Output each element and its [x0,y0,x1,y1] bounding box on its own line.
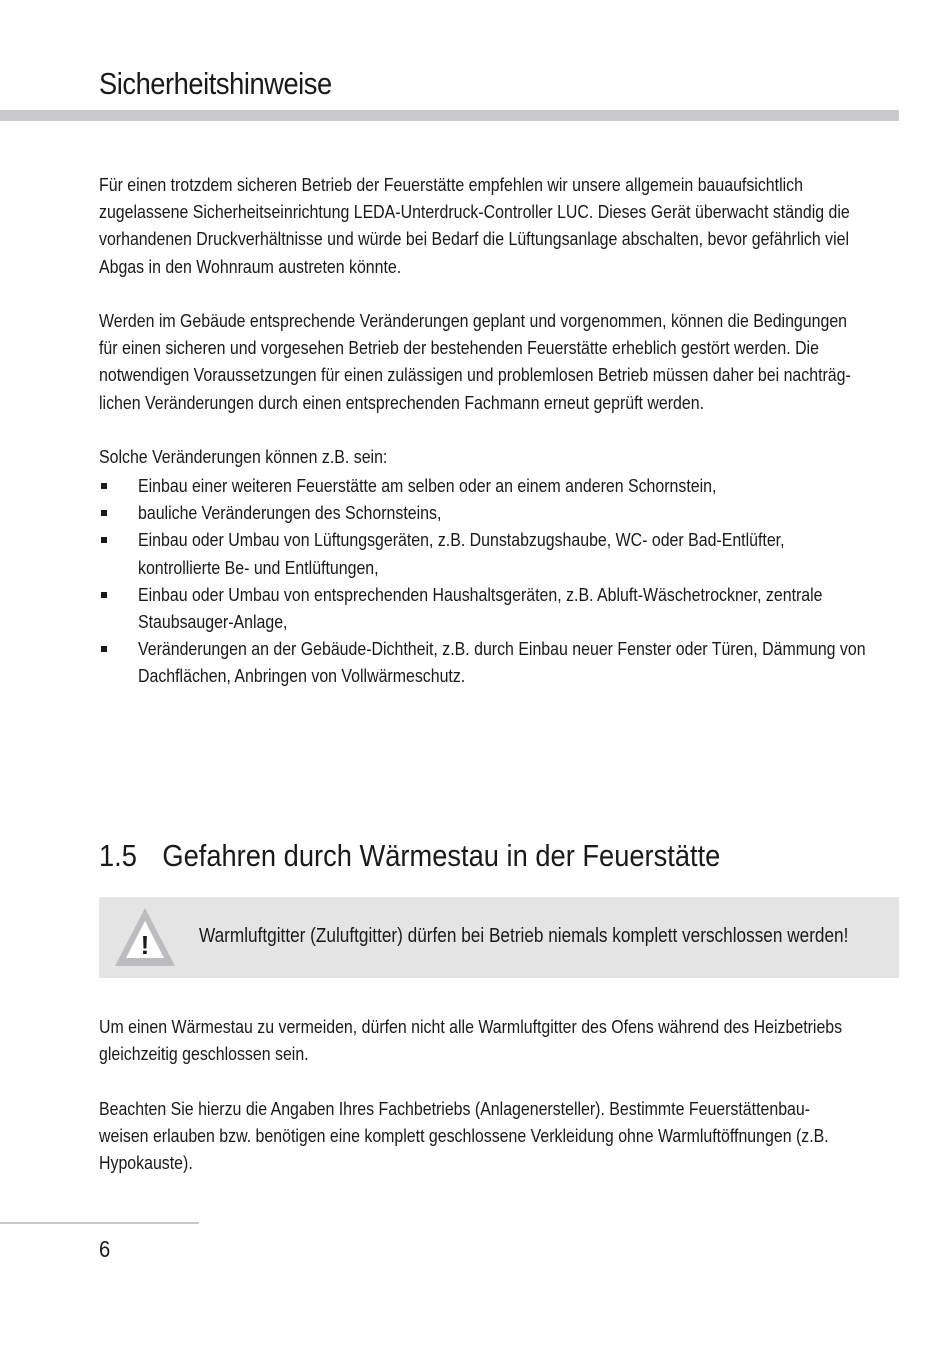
bullet-square-icon [101,483,107,489]
list-item-line: Einbau oder Umbau von entsprechenden Haushaltsgeräten, z.B. Abluft-Wäschetrockner, zentrale [138,583,823,605]
list-item [99,581,950,635]
list-item [99,472,950,499]
header-divider [0,110,899,121]
paragraph-line: Für einen trotzdem sicheren Betrieb der Feuerstätte empfehlen wir unsere allgemein bauaufsichtlich [99,174,803,195]
paragraph-line: Abgas in den Wohnraum austreten könnte. [99,255,402,277]
list-item-line: kontrollierte Be- und Entlüftungen, [138,556,379,578]
paragraph-installer-notes [99,1095,883,1177]
paragraph-line: gleichzeitig geschlossen sein. [99,1043,309,1065]
list-item [99,499,950,526]
paragraph-luc [99,171,883,280]
bullet-square-icon [101,646,107,652]
warning-triangle-icon [113,906,177,968]
bullet-square-icon [101,510,107,516]
list-item-text [138,499,926,526]
list-item-line: Staubsauger-Anlage, [138,611,288,633]
list-item-text [138,581,926,635]
paragraph-line: lichen Veränderungen durch einen entsprechenden Fachmann erneut geprüft werden. [99,391,705,413]
list-item-line: bauliche Veränderungen des Schornsteins, [138,502,442,524]
section-title: Gefahren durch Wärmestau in der Feuerstätte [162,838,721,873]
list-item-text [138,526,926,580]
paragraph-line: für einen sicheren und vorgesehen Betrieb der bestehenden Feuerstätte erheblich gestört werden. Die [99,337,819,359]
section-number: 1.5 [99,838,137,873]
paragraph-line: weisen erlauben bzw. benötigen eine komplett geschlossene Verkleidung ohne Warmluftöffnungen (z.B. [99,1125,829,1147]
list-item [99,635,950,689]
list-item-text [138,472,926,499]
paragraph-line: Werden im Gebäude entsprechende Veränderungen geplant und vorgenommen, können die Bedingungen [99,310,848,331]
warning-box [99,897,899,978]
list-item-text [138,635,926,689]
paragraph-line: zugelassene Sicherheitseinrichtung LEDA-Unterdruck-Controller LUC. Dieses Gerät überwacht ständig die [99,201,850,223]
paragraph-line: notwendigen Voraussetzungen für einen zulässigen und problemlosen Betrieb müssen daher bei nachträg- [99,364,851,386]
page-number: 6 [99,1236,111,1262]
list-item-line: Dachflächen, Anbringen von Vollwärmeschutz. [138,665,466,687]
warning-exclamation-glyph: ! [140,930,150,960]
bullet-list [99,472,950,690]
warning-text: Warmluftgitter (Zuluftgitter) dürfen bei Betrieb niemals komplett verschlossen werden! [199,925,849,947]
list-item-line: Einbau einer weiteren Feuerstätte am selben oder an einem anderen Schornstein, [138,475,717,496]
bullet-square-icon [101,537,107,543]
paragraph-line: vorhandenen Druckverhältnisse und würde bei Bedarf die Lüftungsanlage abschalten, bevor gefährlich viel [99,228,850,250]
paragraph-list-intro [99,443,883,470]
section-heading [99,838,720,874]
paragraph-changes [99,307,883,416]
bullet-square-icon [101,592,107,598]
paragraph-heat-build-up [99,1013,883,1067]
list-item-line: Veränderungen an der Gebäude-Dichtheit, z.B. durch Einbau neuer Fenster oder Türen, Dämmung von [138,638,866,660]
paragraph-line: Solche Veränderungen können z.B. sein: [99,446,388,467]
paragraph-line: Hypokauste). [99,1152,193,1174]
paragraph-line: Beachten Sie hierzu die Angaben Ihres Fachbetriebs (Anlagenersteller). Bestimmte Feuerstättenbau- [99,1098,811,1119]
footer-divider [0,1222,199,1224]
list-item [99,526,950,580]
list-item-line: Einbau oder Umbau von Lüftungsgeräten, z.B. Dunstabzugshaube, WC- oder Bad-Entlüfter, [138,529,785,551]
page-title: Sicherheitshinweise [99,66,332,101]
paragraph-line: Um einen Wärmestau zu vermeiden, dürfen nicht alle Warmluftgitter des Ofens während des Heizbetriebs [99,1016,843,1037]
